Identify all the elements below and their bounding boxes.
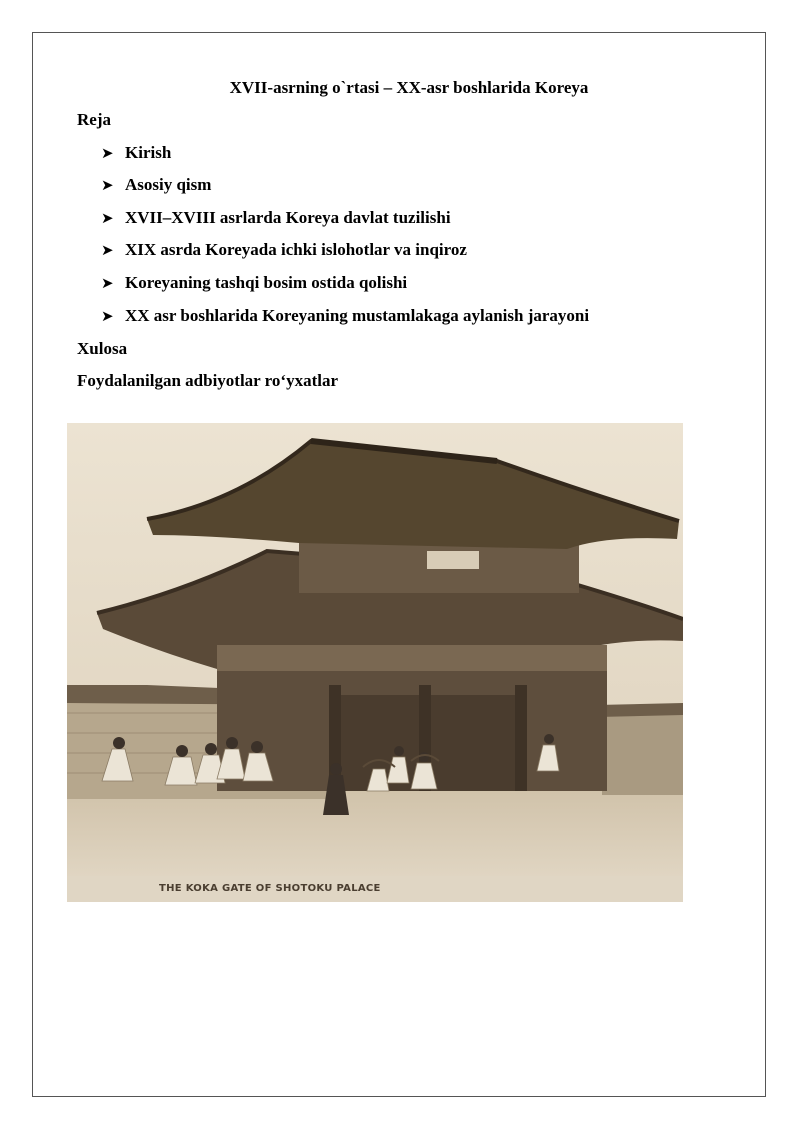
plan-item-label: XVII–XVIII asrlarda Koreya davlat tuzilishi xyxy=(125,208,451,227)
arrow-bullet-icon: ➤ xyxy=(101,176,114,194)
arrow-bullet-icon: ➤ xyxy=(101,274,114,292)
references-heading: Foydalanilgan adbiyotlar ro‘yxatlar xyxy=(77,371,339,390)
gate-photo-illustration xyxy=(67,423,683,876)
conclusion-heading: Xulosa xyxy=(77,339,128,358)
plan-item-label: Koreyaning tashqi bosim ostida qolishi xyxy=(125,273,408,292)
plan-item xyxy=(101,239,467,261)
plan-item-label: Asosiy qism xyxy=(125,175,212,194)
arrow-bullet-icon: ➤ xyxy=(101,144,114,162)
plan-item-label: XIX asrda Koreyada ichki islohotlar va inqiroz xyxy=(125,240,467,259)
plan-item xyxy=(101,272,407,294)
plan-item xyxy=(101,142,171,164)
plan-item-label: Kirish xyxy=(125,143,172,162)
gate-photo xyxy=(67,423,683,902)
arrow-bullet-icon: ➤ xyxy=(101,241,114,259)
photo-caption: THE KOKA GATE OF SHOTOKU PALACE xyxy=(67,876,683,902)
plan-item xyxy=(101,174,211,196)
arrow-bullet-icon: ➤ xyxy=(101,209,114,227)
plan-heading: Reja xyxy=(77,110,111,129)
plan-item xyxy=(101,305,589,327)
plan-item-label: XX asr boshlarida Koreyaning mustamlakaga aylanish jarayoni xyxy=(125,306,590,325)
document-title: XVII-asrning o`rtasi – XX-asr boshlarida Koreya xyxy=(229,78,589,97)
plan-item xyxy=(101,207,451,229)
arrow-bullet-icon: ➤ xyxy=(101,307,114,325)
